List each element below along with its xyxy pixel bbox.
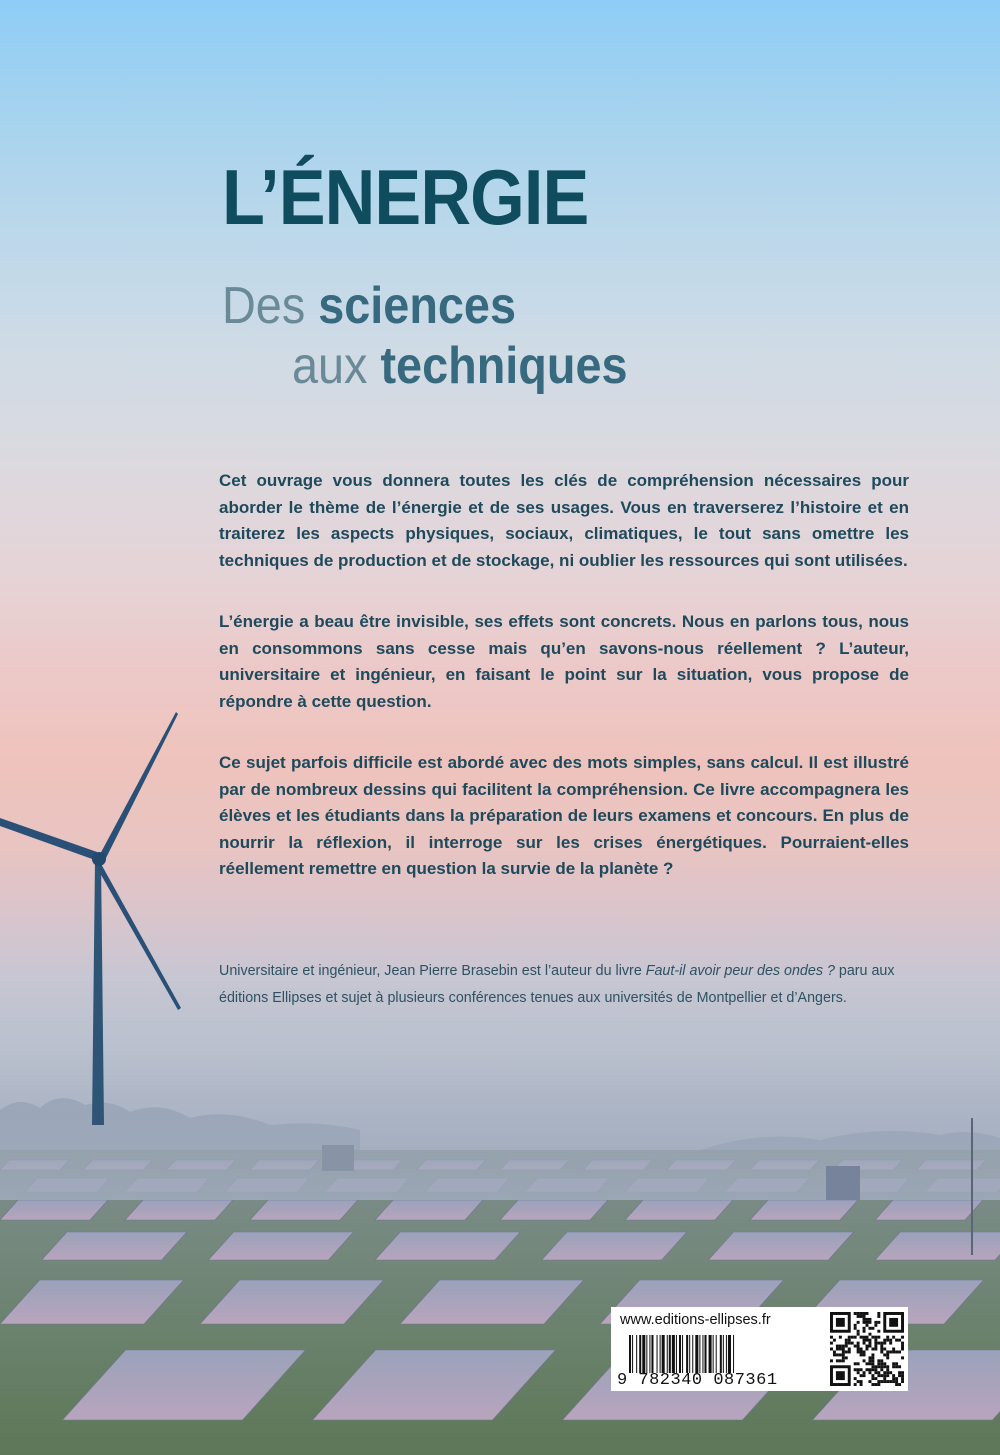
small-building [826, 1166, 860, 1200]
qr-module [868, 1321, 871, 1324]
qr-module [886, 1356, 889, 1359]
barcode-bar [723, 1335, 724, 1373]
qr-module [860, 1380, 863, 1383]
qr-module [901, 1380, 904, 1383]
qr-module [868, 1327, 871, 1330]
barcode-bar [728, 1335, 731, 1373]
qr-module [854, 1345, 857, 1348]
qr-module [892, 1362, 895, 1365]
qr-module [874, 1348, 877, 1351]
barcode-bar [649, 1335, 650, 1373]
qr-module [857, 1342, 860, 1345]
qr-module [833, 1353, 836, 1356]
qr-module [874, 1377, 877, 1380]
barcode-bar [657, 1335, 658, 1373]
solar-panel [625, 1200, 733, 1220]
qr-module [863, 1353, 866, 1356]
subtitle-line-2: aux techniques [292, 337, 628, 395]
qr-module [877, 1383, 880, 1386]
qr-module [871, 1336, 874, 1339]
qr-module [863, 1318, 866, 1321]
solar-panel [375, 1232, 520, 1260]
qr-module [833, 1339, 836, 1342]
qr-module [880, 1368, 883, 1371]
qr-module [895, 1383, 898, 1386]
qr-module [863, 1312, 866, 1315]
qr-module [898, 1339, 901, 1342]
qr-module [868, 1359, 871, 1362]
qr-module [868, 1368, 871, 1371]
barcode-bar [720, 1335, 722, 1373]
qr-module [892, 1348, 895, 1351]
qr-module [871, 1362, 874, 1365]
qr-module [889, 1339, 892, 1342]
qr-module [860, 1383, 863, 1386]
qr-module [863, 1336, 866, 1339]
qr-module [883, 1365, 886, 1368]
qr-module [874, 1345, 877, 1348]
qr-module [871, 1348, 874, 1351]
qr-module [860, 1350, 863, 1353]
qr-module [892, 1380, 895, 1383]
qr-module [880, 1342, 883, 1345]
qr-module [877, 1362, 880, 1365]
qr-module [886, 1380, 889, 1383]
qr-module [877, 1359, 880, 1362]
solar-panel [42, 1232, 187, 1260]
qr-module [854, 1377, 857, 1380]
qr-module [866, 1362, 869, 1365]
qr-module [854, 1324, 857, 1327]
blurb-paragraph: L’énergie a beau être invisible, ses effets sont concrets. Nous en parlons tous, nous en consommons sans cesse mais qu’en savons-nous réellement ? L’auteur, universitaire et ingénieur, en faisant le point sur la situation, vous propose de répondre à cette question. [219, 612, 909, 711]
solar-panel [500, 1200, 608, 1220]
solar-panel [250, 1200, 358, 1220]
qr-module [848, 1342, 851, 1345]
qr-module [901, 1348, 904, 1351]
qr-module [895, 1339, 898, 1342]
qr-module [830, 1336, 833, 1339]
qr-module [880, 1380, 883, 1383]
barcode-bar [676, 1335, 677, 1373]
qr-module [874, 1336, 877, 1339]
qr-module [857, 1368, 860, 1371]
qr-module [898, 1383, 901, 1386]
blurb-paragraph: Ce sujet parfois difficile est abordé avec des mots simples, sans calcul. Il est illustré par de nombreux dessins qui facilitent la compréhension. Ce livre accompagnera les élèves et les étudiants dans la préparation de leurs examens et concours. En plus de nourrir la réflexion, il interroge sur les crises énergétiques. Pourraient-elles réellement remettre en question la survie de la planète ? [219, 753, 909, 878]
qr-module [854, 1336, 857, 1339]
solar-panel [375, 1200, 483, 1220]
qr-module [889, 1380, 892, 1383]
barcode-bar [716, 1335, 717, 1373]
qr-module [874, 1368, 877, 1371]
qr-module [877, 1336, 880, 1339]
qr-module [901, 1356, 904, 1359]
qr-module [857, 1350, 860, 1353]
publisher-website[interactable]: www.editions-ellipses.fr [620, 1312, 771, 1328]
qr-module [877, 1365, 880, 1368]
qr-module [842, 1350, 845, 1353]
qr-module [901, 1371, 904, 1374]
qr-module [871, 1359, 874, 1362]
barcode-bar [672, 1335, 675, 1373]
qr-module [871, 1353, 874, 1356]
qr-module [860, 1315, 863, 1318]
qr-module [863, 1330, 866, 1333]
qr-module [868, 1362, 871, 1365]
qr-module [839, 1336, 842, 1339]
qr-module [886, 1353, 889, 1356]
qr-module [877, 1342, 880, 1345]
qr-module [860, 1368, 863, 1371]
qr-module [877, 1315, 880, 1318]
barcode-bar [689, 1335, 690, 1373]
qr-module [848, 1336, 851, 1339]
qr-module [874, 1324, 877, 1327]
qr-module [866, 1339, 869, 1342]
barcode-bar [695, 1335, 698, 1373]
qr-module [839, 1345, 842, 1348]
qr-module [845, 1350, 848, 1353]
qr-module [877, 1374, 880, 1377]
qr-module [883, 1342, 886, 1345]
qr-module [866, 1312, 869, 1315]
qr-module [842, 1353, 845, 1356]
solar-panel [750, 1200, 858, 1220]
qr-module [871, 1365, 874, 1368]
qr-module [889, 1318, 898, 1327]
barcode-bar [682, 1335, 683, 1373]
qr-module [842, 1359, 845, 1362]
qr-module [857, 1380, 860, 1383]
qr-module [842, 1356, 845, 1359]
qr-module [866, 1324, 869, 1327]
barcode-bar [651, 1335, 653, 1373]
qr-module [898, 1371, 901, 1374]
qr-module [842, 1348, 845, 1351]
qr-module [871, 1374, 874, 1377]
qr-module [871, 1368, 874, 1371]
qr-module [866, 1318, 869, 1321]
qr-module [889, 1342, 892, 1345]
qr-module [851, 1336, 854, 1339]
qr-module [836, 1359, 839, 1362]
qr-module [833, 1350, 836, 1353]
qr-module [866, 1348, 869, 1351]
barcode-bar [662, 1335, 665, 1373]
qr-module [857, 1362, 860, 1365]
qr-module [830, 1342, 833, 1345]
qr-module [886, 1365, 889, 1368]
qr-module [863, 1374, 866, 1377]
qr-module [842, 1345, 845, 1348]
qr-module [886, 1350, 889, 1353]
qr-module [877, 1380, 880, 1383]
qr-module [868, 1371, 871, 1374]
qr-module [883, 1362, 886, 1365]
qr-module [901, 1345, 904, 1348]
qr-module [848, 1350, 851, 1353]
blurb-paragraph: Cet ouvrage vous donnera toutes les clés de compréhension nécessaires pour aborder le thème de l’énergie et de ses usages. Vous en traverserez l’histoire et en traiterez les aspects physiques, sociaux, climatiques, le tout sans omettre les techniques de production et de stockage, ni oublier les ressources qui sont utilisées. [219, 471, 909, 570]
barcode-bar [713, 1335, 714, 1373]
qr-module [898, 1374, 901, 1377]
qr-module [854, 1362, 857, 1365]
qr-module [880, 1362, 883, 1365]
qr-module [877, 1321, 880, 1324]
qr-module [874, 1342, 877, 1345]
barcode-bar [646, 1335, 647, 1373]
qr-module [863, 1350, 866, 1353]
qr-module [863, 1371, 866, 1374]
qr-module [848, 1339, 851, 1342]
qr-module [854, 1383, 857, 1386]
qr-module [901, 1342, 904, 1345]
solar-panel [125, 1200, 233, 1220]
qr-module [874, 1339, 877, 1342]
barcode-bar [709, 1335, 712, 1373]
isbn-number: 9 782340 087361 [617, 1371, 778, 1390]
barcode-bar [639, 1335, 641, 1373]
solar-panel [542, 1232, 687, 1260]
qr-module [830, 1348, 833, 1351]
barcode-bar [660, 1335, 661, 1373]
qr-module [857, 1348, 860, 1351]
qr-module [868, 1345, 871, 1348]
barcode-bar [686, 1335, 688, 1373]
qr-module [863, 1327, 866, 1330]
book-title: L’ÉNERGIE [222, 153, 589, 241]
solar-panel [708, 1232, 853, 1260]
qr-module [860, 1353, 863, 1356]
qr-module [868, 1318, 871, 1321]
barcode-bar [733, 1335, 734, 1373]
qr-module [889, 1350, 892, 1353]
barcode-bar [632, 1335, 633, 1373]
qr-module [863, 1342, 866, 1345]
qr-module [889, 1371, 892, 1374]
qr-module [871, 1383, 874, 1386]
qr-module [883, 1348, 886, 1351]
qr-module [830, 1359, 833, 1362]
isbn-box [611, 1307, 908, 1391]
barcode-bar [669, 1335, 671, 1373]
qr-module [860, 1348, 863, 1351]
barcode-bar [636, 1335, 637, 1373]
qr-module [868, 1339, 871, 1342]
qr-module [886, 1339, 889, 1342]
qr-module [845, 1345, 848, 1348]
qr-module [877, 1330, 880, 1333]
qr-module [880, 1374, 883, 1377]
qr-module [863, 1339, 866, 1342]
qr-module [895, 1380, 898, 1383]
qr-module [866, 1345, 869, 1348]
qr-module [854, 1368, 857, 1371]
qr-module [836, 1348, 839, 1351]
qr-module [845, 1356, 848, 1359]
qr-module [892, 1374, 895, 1377]
barcode-bar [679, 1335, 681, 1373]
barcode-bar [699, 1335, 700, 1373]
qr-module [901, 1377, 904, 1380]
qr-module [868, 1380, 871, 1383]
barcode-bar [726, 1335, 727, 1373]
qr-module [863, 1321, 866, 1324]
qr-module [883, 1377, 886, 1380]
qr-module [845, 1339, 848, 1342]
qr-module [857, 1345, 860, 1348]
qr-module [836, 1353, 839, 1356]
barcode-bar [692, 1335, 693, 1373]
solar-panel [208, 1232, 353, 1260]
qr-module [892, 1336, 895, 1339]
qr-module [836, 1345, 839, 1348]
qr-module [874, 1383, 877, 1386]
qr-module [901, 1374, 904, 1377]
barcode-bar [629, 1335, 631, 1373]
qr-module [845, 1342, 848, 1345]
barcode-bar [642, 1335, 645, 1373]
qr-module [863, 1359, 866, 1362]
qr-module [868, 1333, 871, 1336]
barcode-bar [702, 1335, 703, 1373]
qr-module [866, 1321, 869, 1324]
qr-module [836, 1318, 845, 1327]
qr-module [868, 1342, 871, 1345]
qr-module [895, 1365, 898, 1368]
qr-module [886, 1371, 889, 1374]
qr-code-icon [830, 1312, 904, 1386]
qr-module [877, 1312, 880, 1315]
qr-module [851, 1342, 854, 1345]
qr-module [857, 1333, 860, 1336]
qr-module [883, 1371, 886, 1374]
qr-module [854, 1327, 857, 1330]
barcode-bar [667, 1335, 668, 1373]
qr-module [883, 1353, 886, 1356]
qr-module [880, 1350, 883, 1353]
small-building [322, 1145, 354, 1171]
qr-module [883, 1339, 886, 1342]
qr-module [860, 1312, 863, 1315]
qr-module [892, 1365, 895, 1368]
qr-module [883, 1374, 886, 1377]
qr-module [874, 1365, 877, 1368]
qr-module [898, 1350, 901, 1353]
qr-module [857, 1315, 860, 1318]
qr-module [874, 1321, 877, 1324]
solar-panel [0, 1200, 108, 1220]
qr-module [886, 1368, 889, 1371]
qr-module [866, 1368, 869, 1371]
qr-module [901, 1336, 904, 1339]
qr-module [854, 1312, 857, 1315]
qr-module [871, 1377, 874, 1380]
qr-module [880, 1365, 883, 1368]
qr-module [895, 1362, 898, 1365]
qr-module [871, 1327, 874, 1330]
qr-module [874, 1371, 877, 1374]
qr-module [860, 1374, 863, 1377]
qr-module [857, 1312, 860, 1315]
qr-module [880, 1345, 883, 1348]
qr-module [892, 1377, 895, 1380]
qr-module [871, 1356, 874, 1359]
qr-module [880, 1359, 883, 1362]
solar-panel [875, 1200, 983, 1220]
qr-module [886, 1336, 889, 1339]
qr-module [895, 1350, 898, 1353]
qr-module [839, 1353, 842, 1356]
qr-module [839, 1359, 842, 1362]
qr-module [860, 1336, 863, 1339]
qr-module [857, 1330, 860, 1333]
qr-module [866, 1336, 869, 1339]
qr-module [839, 1348, 842, 1351]
qr-module [836, 1371, 845, 1380]
subtitle-line-1: Des sciences [222, 277, 516, 335]
qr-module [892, 1350, 895, 1353]
qr-module [880, 1348, 883, 1351]
qr-module [848, 1348, 851, 1351]
author-bio: Universitaire et ingénieur, Jean Pierre Brasebin est l’auteur du livre Faut-il avoir peur des ondes ? paru aux éditions Ellipses et sujet à plusieurs conférences tenues aux universités de Montpellier et d’Angers. [219, 963, 895, 1006]
qr-module [895, 1377, 898, 1380]
qr-module [857, 1321, 860, 1324]
qr-module [886, 1374, 889, 1377]
qr-module [883, 1380, 886, 1383]
qr-module [868, 1356, 871, 1359]
qr-module [877, 1371, 880, 1374]
barcode-icon [629, 1335, 819, 1373]
barcode-bar [704, 1335, 706, 1373]
qr-module [863, 1315, 866, 1318]
qr-module [898, 1365, 901, 1368]
qr-module [857, 1371, 860, 1374]
